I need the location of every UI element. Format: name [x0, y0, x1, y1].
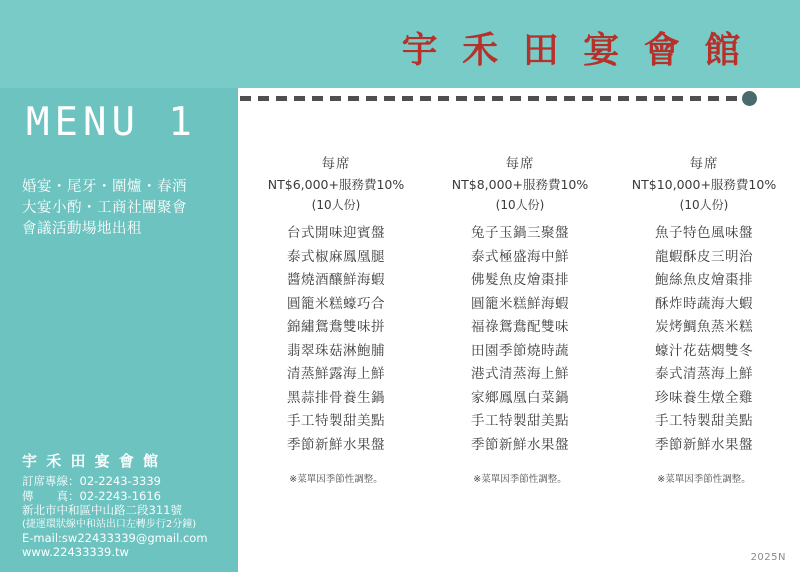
dish-item: 手工特製甜美點	[655, 413, 753, 429]
dish-item: 田園季節燒時蔬	[471, 342, 569, 359]
seasonal-note: ※菜單因季節性調整。	[657, 474, 751, 485]
menu-column-10000	[618, 152, 790, 485]
menu-column-6000	[250, 152, 422, 485]
menu-subtitle-line-1: 婚宴・尾牙・圍爐・春酒	[22, 179, 187, 195]
brand-logo	[400, 22, 748, 73]
dish-item: 手工特製甜美點	[287, 413, 385, 429]
price-label: NT$6,000+服務費10%	[267, 177, 405, 192]
dish-item: 港式清蒸海上鮮	[471, 366, 569, 382]
contact-transit-note: (捷運環狀線中和站出口左轉步行2分鐘)	[22, 518, 197, 530]
persons-label: (10人份)	[311, 198, 361, 212]
page-title: MENU 1	[26, 100, 197, 145]
persons-label: (10人份)	[495, 198, 545, 212]
menu-columns	[250, 152, 790, 485]
contact-website[interactable]: www.22433339.tw	[22, 545, 129, 559]
menu-subtitle-line-2: 大宴小酌・工商社團聚會	[22, 200, 187, 216]
dashed-divider	[240, 96, 750, 101]
seasonal-note: ※菜單因季節性調整。	[473, 474, 567, 485]
dish-item: 酥炸時蔬海大蝦	[655, 295, 753, 312]
menu-subtitle-block	[22, 177, 234, 240]
seat-label: 每席	[321, 156, 351, 172]
dish-item: 圓籠米糕鮮海蝦	[471, 295, 569, 312]
contact-block	[22, 450, 237, 560]
dish-item: 珍味養生燉全雞	[655, 389, 753, 406]
dish-item: 醬燒酒釀鮮海蝦	[287, 272, 385, 288]
seasonal-note: ※菜單因季節性調整。	[289, 474, 383, 485]
dish-item: 季節新鮮水果盤	[655, 436, 753, 453]
dish-item: 兔子玉鍋三聚盤	[471, 225, 569, 241]
dish-item: 龍蝦酥皮三明治	[655, 248, 753, 265]
price-label: NT$8,000+服務費10%	[451, 177, 589, 192]
dish-item: 福祿鴛鴦配雙味	[471, 319, 569, 335]
divider-end-dot	[742, 91, 757, 106]
dish-item: 季節新鮮水果盤	[471, 436, 569, 453]
dish-item: 泰式極盛海中鮮	[471, 248, 569, 265]
dish-item: 泰式椒麻鳳凰腿	[287, 248, 385, 265]
dish-item: 清蒸鮮露海上鮮	[287, 366, 385, 382]
seat-label: 每席	[505, 156, 535, 172]
contact-company-name: 宇 禾 田 宴 會 館	[22, 452, 161, 470]
dish-item: 翡翠珠菇淋鮑脯	[287, 342, 385, 359]
persons-label: (10人份)	[679, 198, 729, 212]
dish-item: 台式開味迎賓盤	[287, 225, 385, 241]
dish-item: 手工特製甜美點	[471, 413, 569, 429]
contact-phone: 訂席專線：02-2243-3339	[22, 474, 161, 488]
menu-subtitle-line-3: 會議活動場地出租	[22, 221, 142, 237]
contact-email[interactable]: E-mail:sw22433339@gmail.com	[22, 530, 208, 545]
dish-item: 家鄉鳳凰白菜鍋	[471, 389, 569, 406]
dish-item: 泰式清蒸海上鮮	[655, 366, 753, 382]
seat-label: 每席	[689, 156, 719, 172]
dish-item: 鮑絲魚皮燴棗排	[655, 272, 753, 288]
dish-item: 魚子特色風味盤	[655, 225, 753, 241]
dish-item: 佛髮魚皮燴棗排	[471, 272, 569, 288]
price-label: NT$10,000+服務費10%	[631, 177, 777, 192]
dish-item: 季節新鮮水果盤	[287, 436, 385, 453]
brand-name-left: 宇 禾 田	[401, 29, 565, 71]
dish-item: 圓籠米糕蠔巧合	[287, 295, 385, 312]
brand-name-right: 宴 會 館	[583, 29, 747, 71]
dish-item: 蠔汁花菇燜雙冬	[655, 342, 753, 359]
menu-column-8000	[434, 152, 606, 485]
contact-address: 新北市中和區中山路二段311號	[22, 503, 182, 517]
dish-item: 炭烤鯛魚蒸米糕	[655, 319, 753, 335]
dish-item: 錦繡鴛鴦雙味拼	[287, 319, 385, 335]
dish-item: 黑蒜排骨養生鍋	[287, 389, 385, 406]
contact-fax: 傳 真：02-2243-1616	[22, 488, 161, 503]
footer-code: 2025N	[750, 552, 786, 563]
